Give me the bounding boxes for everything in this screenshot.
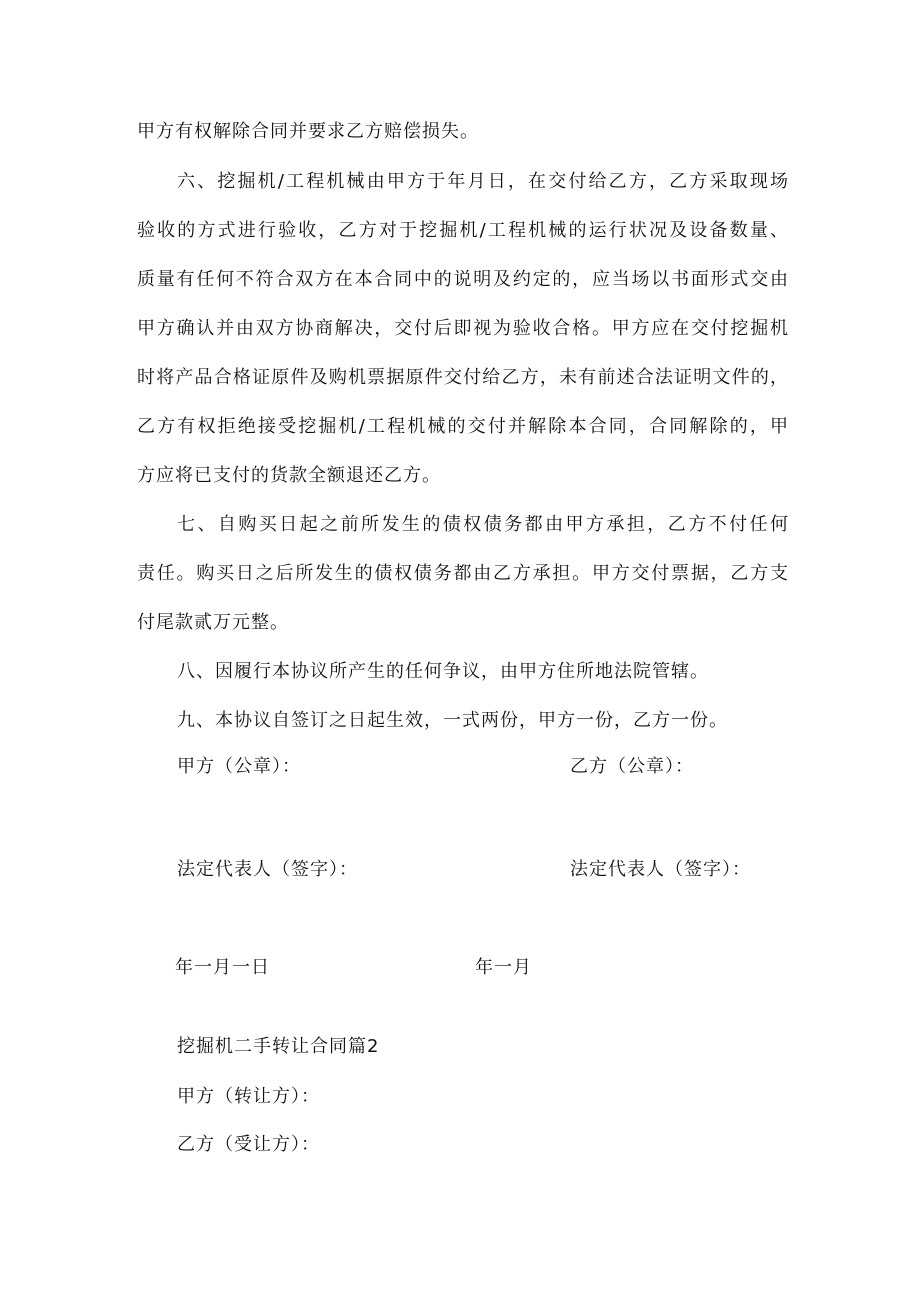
text-line: 付尾款贰万元整。	[137, 612, 289, 633]
text-line: 六、挖掘机/工程机械由甲方于年月日，在交付给乙方，乙方采取现场	[177, 171, 788, 192]
text-line: 七、自购买日起之前所发生的债权债务都由甲方承担，乙方不付任何	[177, 514, 788, 535]
party-b-seal-label: 乙方（公章）：	[570, 756, 694, 777]
transferor-label: 甲方（转让方）：	[177, 1086, 320, 1107]
party-a-rep-label: 法定代表人（签字）：	[177, 859, 358, 880]
party-b-rep-label: 法定代表人（签字）：	[570, 859, 751, 880]
text-line: 责任。购买日之后所发生的债权债务都由乙方承担。甲方交付票据，乙方支	[137, 563, 788, 584]
text-line: 质量有任何不符合双方在本合同中的说明及约定的，应当场以书面形式交由	[137, 269, 788, 290]
text-line: 九、本协议自签订之日起生效，一式两份，甲方一份，乙方一份。	[177, 710, 728, 731]
transferee-label: 乙方（受让方）：	[177, 1134, 320, 1155]
text-line: 方应将已支付的货款全额退还乙方。	[137, 465, 441, 486]
text-line: 验收的方式进行验收，乙方对于挖掘机/工程机械的运行状况及设备数量、	[137, 220, 788, 241]
text-line: 时将产品合格证原件及购机票据原件交付给乙方，未有前述合法证明文件的，	[137, 367, 788, 388]
text-line: 甲方确认并由双方协商解决，交付后即视为验收合格。甲方应在交付挖掘机	[137, 318, 788, 339]
date-a: 年一月一日	[175, 957, 270, 978]
text-line: 乙方有权拒绝接受挖掘机/工程机械的交付并解除本合同，合同解除的，甲	[137, 416, 788, 437]
party-a-seal-label: 甲方（公章）：	[177, 756, 301, 777]
date-b: 年一月	[475, 957, 532, 978]
section-title: 挖掘机二手转让合同篇2	[177, 1036, 380, 1057]
text-line: 甲方有权解除合同并要求乙方赔偿损失。	[137, 121, 479, 142]
text-line: 八、因履行本协议所产生的任何争议，由甲方住所地法院管辖。	[177, 661, 709, 682]
